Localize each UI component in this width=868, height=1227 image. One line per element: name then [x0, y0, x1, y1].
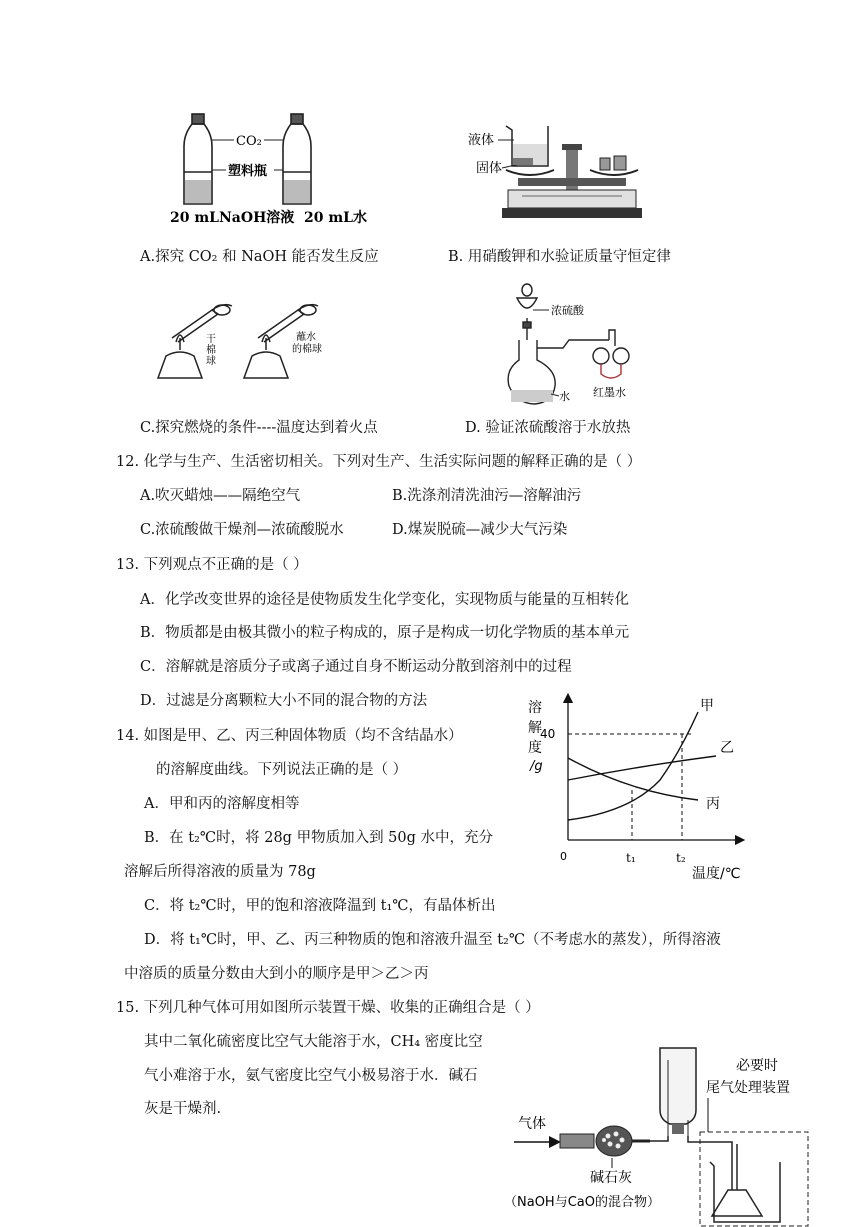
label-soda-lime: 碱石灰: [590, 1170, 632, 1186]
ylabel-4: /g: [530, 759, 543, 774]
t2-label: t₂: [676, 851, 686, 865]
figure-a-bottles: [170, 112, 380, 227]
q13-option-d: D．过滤是分离颗粒大小不同的混合物的方法: [140, 693, 428, 709]
label-dry-cotton: 干棉球: [206, 334, 216, 367]
y-tick-40: 40: [540, 727, 556, 741]
q14-option-b-line2: 溶解后所得溶液的质量为 78g: [124, 864, 316, 880]
q14-option-b-line1: B．在 t₂℃时，将 28g 甲物质加入到 50g 水中，充分: [144, 830, 494, 846]
q13-option-c: C．溶解就是溶质分子或离子通过自身不断运动分散到溶剂中的过程: [140, 659, 572, 675]
q15-text-line2: 气小难溶于水，氨气密度比空气小极易溶于水．碱石: [144, 1068, 478, 1084]
label-water-20ml: 20 mL水: [304, 210, 368, 226]
bottle-right: [283, 114, 311, 204]
q13-option-b: B．物质都是由极其微小的粒子构成的，原子是构成一切化学物质的基本单元: [140, 625, 630, 641]
option-c-text: C.探究燃烧的条件----温度达到着火点: [140, 420, 378, 436]
q15-text-line3: 灰是干燥剂.: [144, 1101, 222, 1117]
curve-bing: [568, 758, 698, 800]
label-naoh-cao-mixture: （NaOH与CaO的混合物）: [504, 1195, 660, 1210]
q12-option-c: C.浓硫酸做干燥剂—浓硫酸脱水: [140, 522, 344, 538]
label-red-ink: 红墨水: [593, 386, 626, 399]
option-b-text: B. 用硝酸钾和水验证质量守恒定律: [448, 249, 671, 265]
ylabel-2: 解: [528, 720, 542, 736]
q12-stem: 12. 化学与生产、生活密切相关。下列对生产、生活实际问题的解释正确的是（ ）: [116, 454, 642, 470]
t1-label: t₁: [626, 851, 636, 865]
label-liquid: 液体: [468, 133, 495, 148]
label-tail-1: 必要时: [736, 1058, 778, 1074]
label-conc-sulfuric-acid: 浓硫酸: [551, 304, 584, 317]
label-wet-cotton: 蘸水的棉球: [292, 332, 322, 355]
solubility-graph: [520, 692, 760, 892]
ylabel-1: 溶: [528, 700, 542, 716]
curve-jia: [568, 712, 698, 820]
label-tail-2: 尾气处理装置: [706, 1080, 790, 1096]
label-plastic-bottle: 塑料瓶: [228, 164, 268, 179]
q12-option-b: B.洗涤剂清洗油污—溶解油污: [392, 488, 582, 504]
q15-text-line1: 其中二氧化硫密度比空气大能溶于水，CH₄ 密度比空: [144, 1034, 483, 1050]
q14-option-d-line1: D．将 t₁℃时，甲、乙、丙三种物质的饱和溶液升温至 t₂℃（不考虑水的蒸发），所得溶液: [144, 932, 721, 948]
label-water: 水: [559, 390, 570, 403]
xlabel: 温度/℃: [692, 866, 741, 882]
q14-stem-line2: 的溶解度曲线。下列说法正确的是（ ）: [156, 762, 408, 778]
q14-option-c: C．将 t₂℃时，甲的饱和溶液降温到 t₁℃，有晶体析出: [144, 898, 496, 914]
label-co2: CO₂: [236, 134, 262, 149]
option-d-text: D. 验证浓硫酸溶于水放热: [465, 420, 631, 436]
figure-d-flask: [505, 282, 645, 410]
q12-option-d: D.煤炭脱硫—减少大气污染: [392, 522, 568, 538]
label-bing: 丙: [706, 796, 720, 812]
figure-gas-apparatus: [500, 1040, 820, 1227]
label-solid: 固体: [476, 161, 503, 176]
ylabel-3: 度: [528, 740, 542, 756]
label-jia: 甲: [700, 698, 714, 714]
label-naoh-solution: 20 mLNaOH溶液: [170, 210, 295, 226]
q14-option-a: A．甲和丙的溶解度相等: [144, 796, 300, 812]
lamp-left: [158, 305, 232, 378]
q15-stem: 15. 下列几种气体可用如图所示装置干燥、收集的正确组合是（ ）: [116, 1000, 540, 1016]
q14-stem-line1: 14. 如图是甲、乙、丙三种固体物质（均不含结晶水）: [116, 728, 463, 744]
q12-option-a: A.吹灭蜡烛——隔绝空气: [140, 488, 301, 504]
q13-option-a: A．化学改变世界的途径是使物质发生化学变化，实现物质与能量的互相转化: [140, 592, 629, 608]
label-yi: 乙: [720, 740, 734, 756]
option-a-text: A.探究 CO₂ 和 NaOH 能否发生反应: [140, 249, 379, 265]
figure-c-lamps: [152, 298, 332, 390]
figure-b-balance: [462, 118, 662, 230]
bottle-left: [184, 114, 212, 204]
label-gas: 气体: [518, 1116, 546, 1132]
q13-stem: 13. 下列观点不正确的是（ ）: [116, 557, 308, 573]
curve-yi: [568, 756, 716, 780]
q14-option-d-line2: 中溶质的质量分数由大到小的顺序是甲＞乙＞丙: [124, 966, 429, 982]
origin-label: 0: [560, 850, 567, 863]
